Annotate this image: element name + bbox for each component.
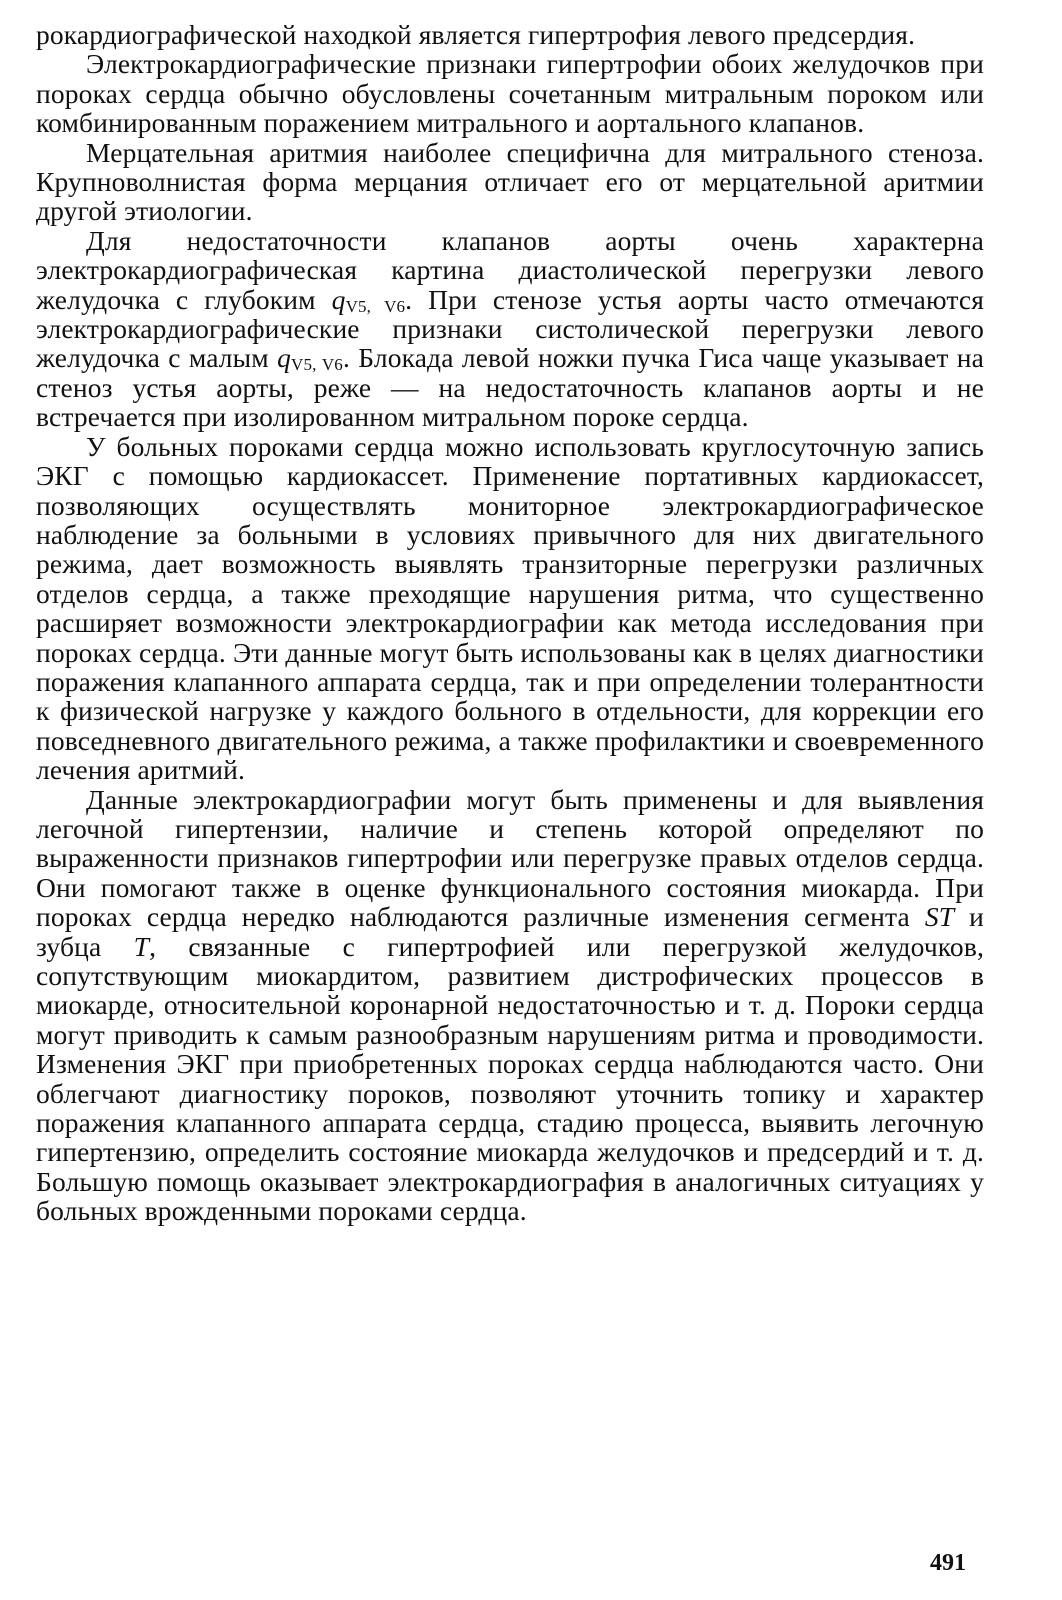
paragraph-1: рокардиографической находкой является гипертрофия левого предсердия. — [36, 19, 916, 50]
paragraph-3: Мерцательная аритмия наиболее специфична для митрального стеноза. Крупноволнистая форма мерцания отличает его от мерцательной аритмии другой этиологии. — [36, 136, 984, 227]
lead-subscript: V5, V6 — [291, 355, 343, 375]
q-wave-symbol: q — [277, 342, 292, 374]
paragraph-5: У больных пороками сердца можно использовать круглосуточную запись ЭКГ с помощью кардиокассет. Применение портативных кардиокассет, позволяющих осуществлять мониторное электрокардиографическое наблюдение за больными в условиях привычного для них двигательного режима, дает возможность выявлять транзиторные перегрузки различных отделов сердца, а также преходящие нарушения ритма, что существенно расширяет возможности электрокардиографии как метода исследования при пороках сердца. Эти данные могут быть использованы как в целях диагностики поражения клапанного аппарата сердца, так и при определении толерантности к физической нагрузке у каждого больного в отдельности, для коррекции его повседневного двигательного режима, а также профилактики и своевременного лечения аритмий. — [36, 430, 984, 786]
paragraph-6-text-2: и зубца — [36, 901, 984, 962]
paragraph-4-text-1: Для недостаточности клапанов аорты очень характерна электрокардиографическая картина диастолической перегрузки левого желудочка с глубоким — [36, 224, 984, 315]
paragraph-4-text-3: . Блокада левой ножки пучка Гиса чаще указывает на стеноз устья аорты, реже — на недостаточность клапанов аорты и не встречается при изолированном митральном пороке сердца. — [36, 342, 985, 433]
q-wave-symbol: q — [331, 283, 346, 315]
paragraph-4 — [36, 226, 984, 432]
paragraph-2: Электрокардиографические признаки гипертрофии обоих желудочков при пороках сердца обычно обусловлены сочетанным митральным пороком или комбинированным поражением митрального и аортального клапанов. — [36, 48, 984, 139]
paragraph-6-text-1: Данные электрокардиографии могут быть применены и для выявления легочной гипертензии, наличие и степень которой определяют по выраженности признаков гипертрофии или перегрузке правых отделов сердца. Они помогают также в оценке функционального состояния миокарда. При пороках сердца нередко наблюдаются различные изменения сегмента — [36, 783, 984, 933]
page-number: 491 — [930, 1550, 966, 1576]
page-body — [36, 20, 984, 1226]
t-wave-symbol: T — [133, 930, 150, 962]
paragraph-4-text-2: . При стенозе устья аорты часто отмечаются электрокардиографические признаки систолической перегрузки левого желудочка с малым — [36, 283, 985, 374]
paragraph-6 — [36, 785, 984, 1226]
lead-subscript: V5, V6 — [345, 296, 406, 316]
st-segment-symbol: ST — [924, 901, 955, 933]
paragraph-6-text-3: , связанные с гипертрофией или перегрузкой желудочков, сопутствующим миокардитом, развитием дистрофических процессов в миокарде, относительной коронарной недостаточностью и т. д. Пороки сердца могут приводить к самым разнообразным нарушениям ритма и проводимости. Изменения ЭКГ при приобретенных пороках сердца наблюдаются часто. Они облегчают диагностику пороков, позволяют уточнить топику и характер поражения клапанного аппарата сердца, стадию процесса, выявить легочную гипертензию, определить состояние миокарда желудочков и предсердий и т. д. Большую помощь оказывает электрокардиография в аналогичных ситуациях у больных врожденными пороками сердца. — [36, 930, 984, 1227]
